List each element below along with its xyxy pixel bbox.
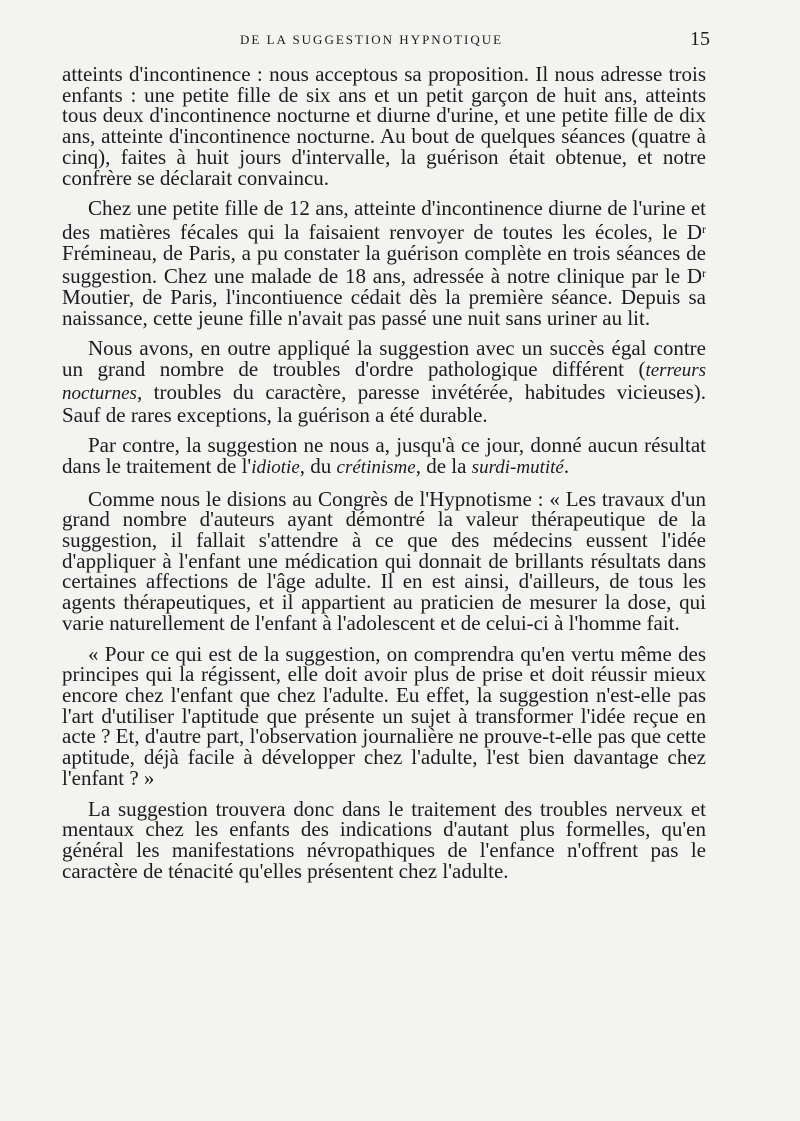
paragraph-4-italic-1: idiotie	[251, 456, 300, 478]
paragraph-3-text-2: , troubles du caractère, paresse invétérée, habitudes vicieuses). Sauf de rares exceptions, la guérison a été durable.	[62, 379, 706, 427]
running-title: DE LA SUGGESTION HYPNOTIQUE	[240, 32, 504, 47]
paragraph-3-text-1: Nous avons, en outre appliqué la suggestion avec un succès égal contre un grand nombre de troubles d'ordre pathologique différent (	[62, 336, 706, 382]
page-header	[60, 28, 710, 50]
paragraph-1	[62, 64, 706, 188]
paragraph-1-text: atteints d'incontinence : nous acceptous sa proposition. Il nous adresse trois enfants : une petite fille de six ans et un petit garçon de huit ans, atteints tous deux d'incontinence nocturne et diurne d'urine, et une petite fille de dix ans, atteinte d'incontinence nocturne. Au bout de quelques séances (quatre à cinq), faites à huit jours d'intervalle, la guérison était obtenue, et notre confrère se déclarait convaincu.	[62, 62, 706, 190]
paragraph-4-text-2: , du	[299, 453, 337, 478]
paragraph-7-text: La suggestion trouvera donc dans le traitement des troubles nerveux et mentaux chez les enfants des indications d'autant plus formelles, qu'en général les manifestations névropathiques de l'enfance n'offrent pas le caractère de ténacité qu'elles présentent chez l'adulte.	[62, 796, 706, 883]
paragraph-3-italic-1: terreurs nocturnes	[62, 360, 706, 404]
paragraph-3	[62, 338, 706, 425]
paragraph-2	[62, 198, 706, 328]
paragraph-7	[62, 796, 706, 883]
paragraph-2-text-3: Moutier, de Paris, l'incontiuence cédait dès la première séance. Depuis sa naissance, cette jeune fille n'avait pas passé une nuit sans uriner au lit.	[62, 285, 706, 330]
paragraph-4-text-3: , de la	[415, 453, 472, 478]
paragraph-2-text-2: Frémineau, de Paris, a pu constater la guérison complète en trois séances de suggestion. Chez une malade de 18 ans, adressée à notre clinique par le D	[62, 240, 706, 289]
doctor-abbrev-sup-1: r	[702, 221, 706, 236]
paragraph-5-text: Comme nous le disions au Congrès de l'Hypnotisme : « Les travaux d'un grand nombre d'auteurs ayant démontré la valeur thérapeutique de la suggestion, il fallait s'attendre à ce que des médecins eussent l'idée d'appliquer à l'enfant une médication qui donnait de brillants résultats dans certaines affections de l'âge adulte. Il en est ainsi, d'ailleurs, de tous les agents thérapeutiques, et il appartient au praticien de mesurer la dose, qui varie naturellement de l'enfant à l'adolescent et de celui-ci à l'homme fait.	[62, 486, 706, 635]
paragraph-4-italic-3: surdi-mutité	[471, 456, 564, 478]
body-text	[62, 64, 706, 891]
paragraph-4-text-4: .	[563, 453, 570, 478]
paragraph-4	[62, 435, 706, 478]
paragraph-4-text-1: Par contre, la suggestion ne nous a, jusqu'à ce jour, donné aucun résultat dans le traitement de l'	[62, 433, 706, 478]
paragraph-2-text-1: Chez une petite fille de 12 ans, atteinte d'incontinence diurne de l'urine et des matières fécales qui la faisaient renvoyer de toutes les écoles, le D	[62, 196, 706, 244]
paragraph-6	[62, 641, 706, 790]
page-number: 15	[690, 28, 710, 50]
paragraph-4-italic-2: crétinisme	[336, 456, 416, 478]
paragraph-5	[62, 486, 706, 635]
doctor-abbrev-sup-2: r	[702, 266, 706, 281]
paragraph-6-text: « Pour ce qui est de la suggestion, on comprendra qu'en vertu même des principes qui la régissent, elle doit avoir plus de prise et doit réussir mieux encore chez l'enfant que chez l'adulte. Eu effet, la suggestion n'est-elle pas l'art d'utiliser l'aptitude que présente un sujet à transformer l'idée reçue en acte ? Et, d'autre part, l'observation journalière ne prouve-t-elle pas que cette aptitude, déjà facile à développer chez l'adulte, l'est bien davantage chez l'enfant ? »	[62, 641, 706, 790]
